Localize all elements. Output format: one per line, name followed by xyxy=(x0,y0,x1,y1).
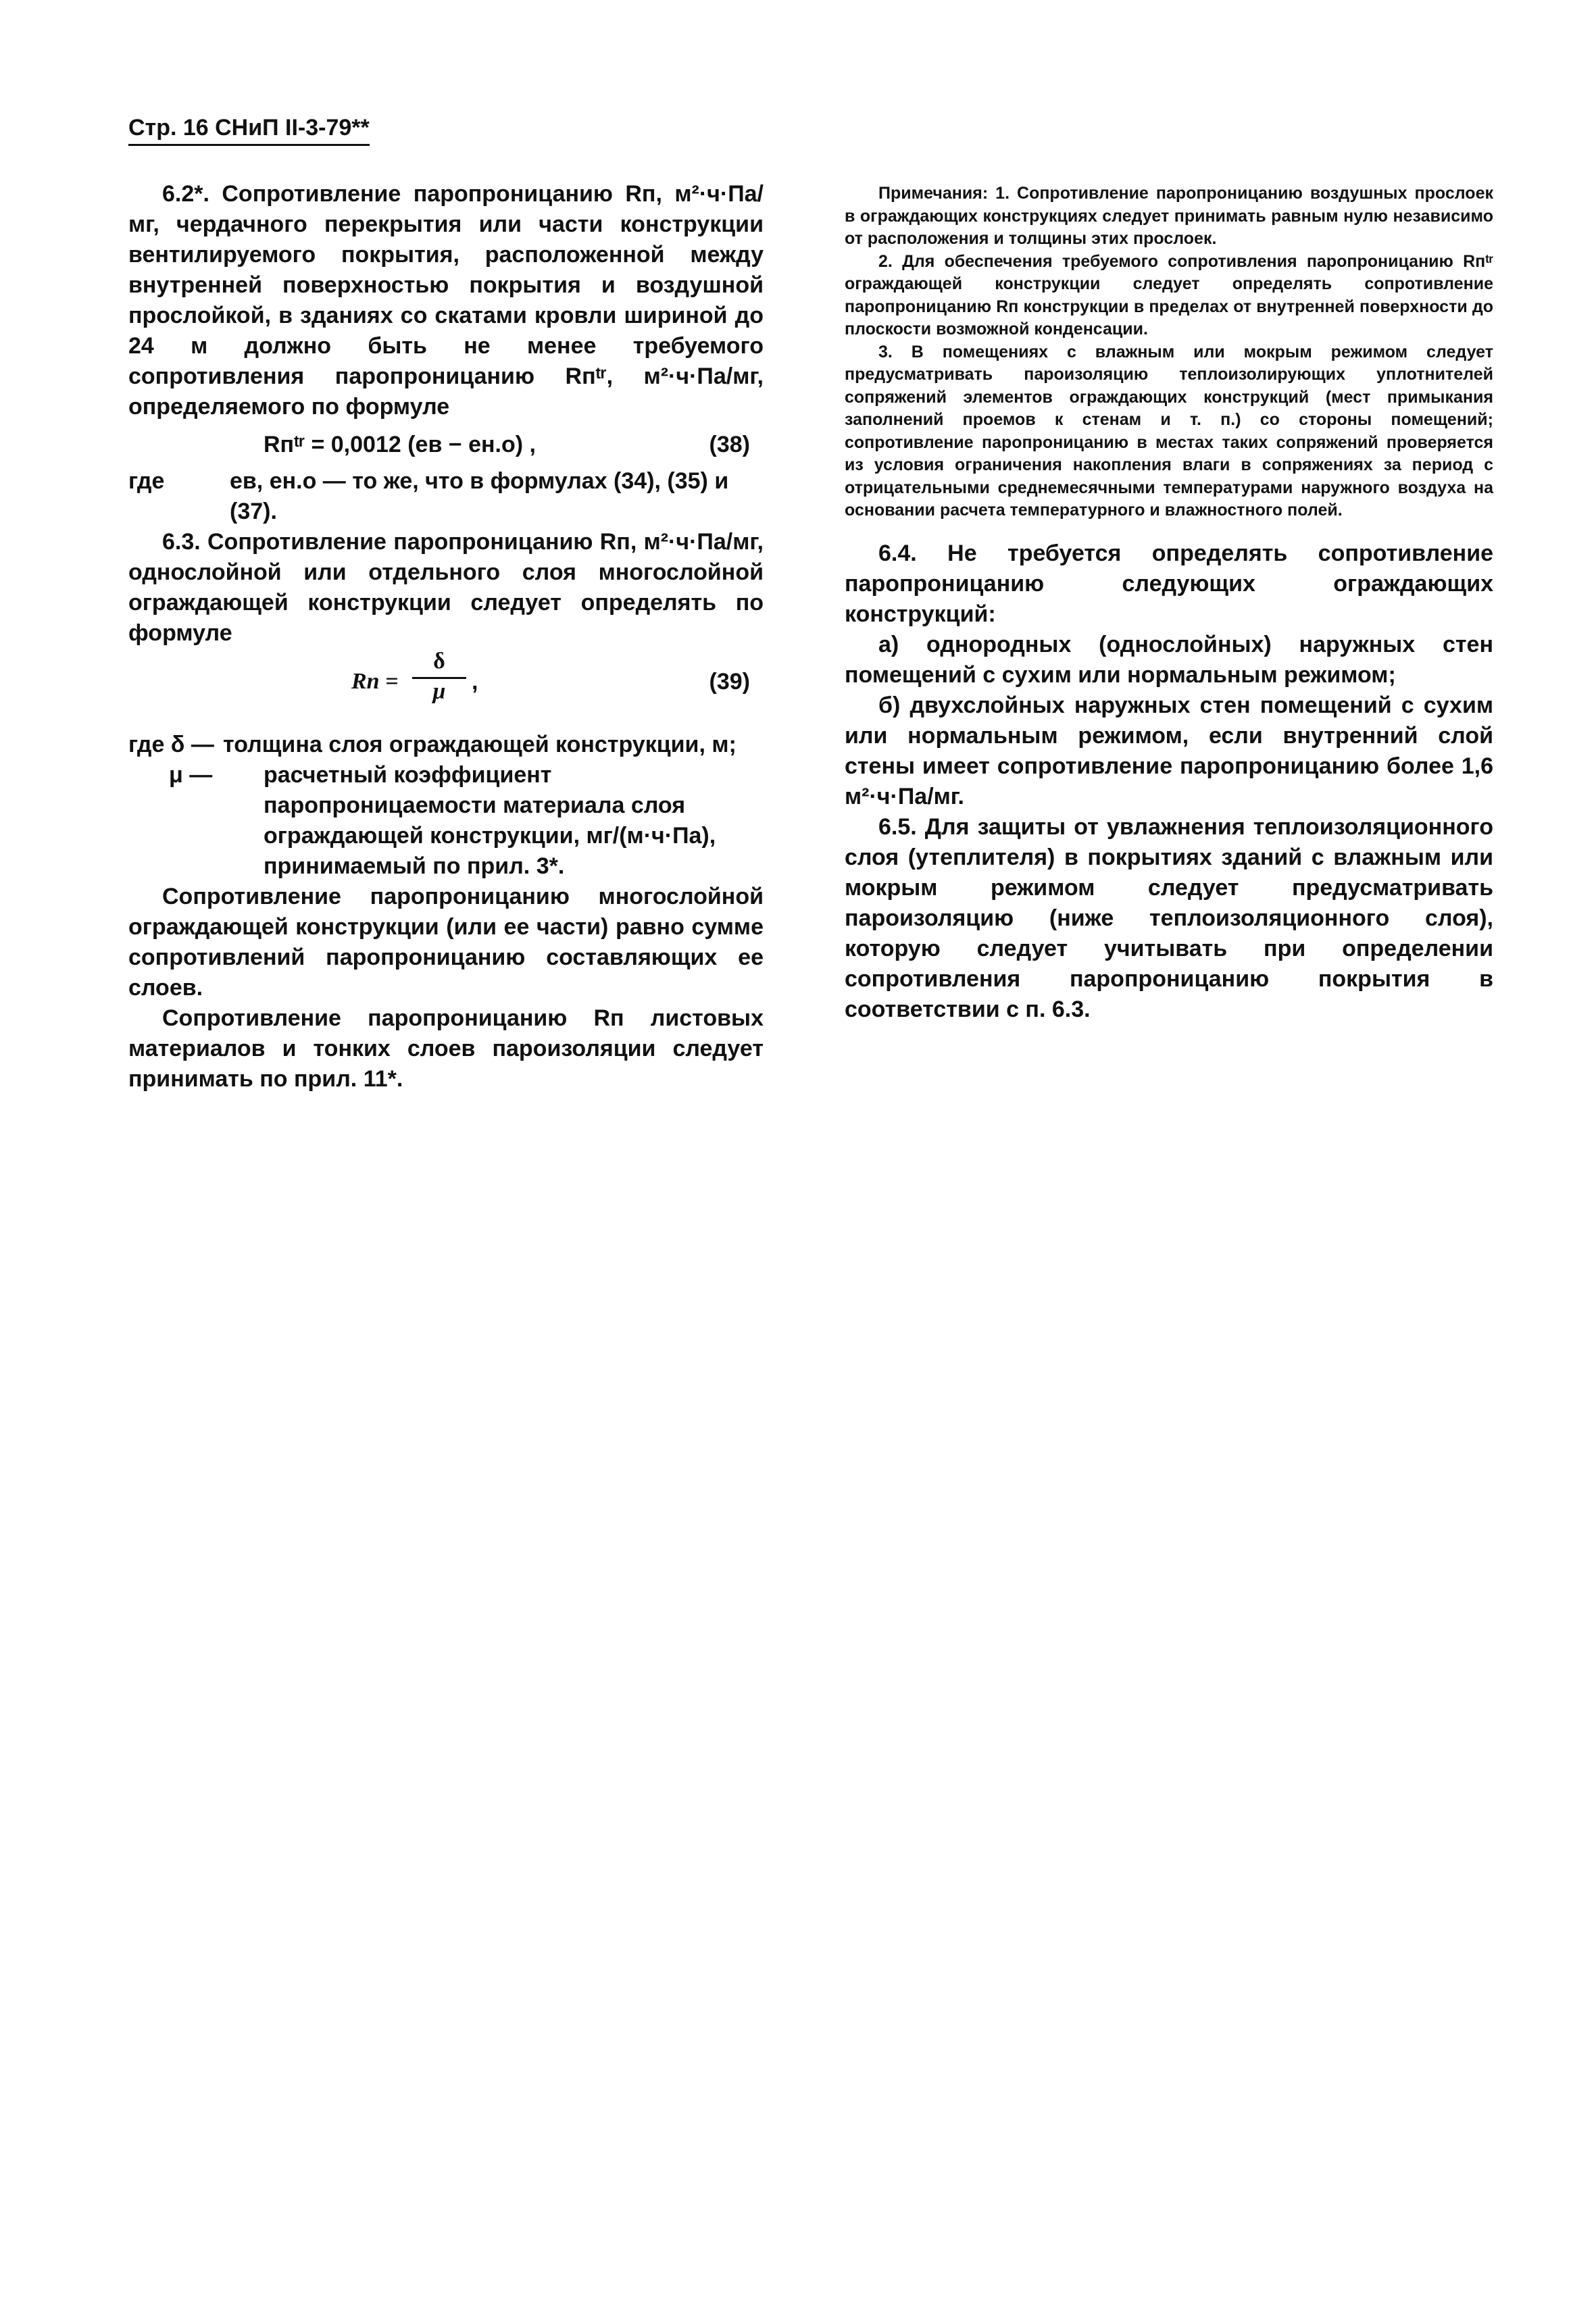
paragraph-6-4-a: а) однородных (однослойных) наружных стен помещений с сухим или нормальным режимом; xyxy=(845,631,1493,688)
formula-39-numerator: δ xyxy=(412,649,466,679)
formula-39-number: (39) xyxy=(709,669,750,695)
right-column xyxy=(845,182,1493,1025)
paragraph-6-4: 6.4. Не требуется определять сопротивление паропроницанию следующих ограждающих конструкций: xyxy=(845,540,1493,627)
formula-38-where xyxy=(128,466,764,527)
paragraph-6-2: 6.2*. Сопротивление паропроницанию Rп, м²·ч·Па/мг, чердачного перекрытия или части конструкции вентилируемого покрытия, расположенной между внутренней поверхностью покрытия и воздушной прослойкой, в зданиях со скатами кровли шириной до 24 м должно быть не менее требуемого сопротивления паропроницанию Rпᵗʳ, м²·ч·Па/мг, определяемого по формуле xyxy=(128,181,764,420)
formula-39-denominator: μ xyxy=(432,679,446,704)
definition-delta-text: толщина слоя ограждающей конструкции, м; xyxy=(223,732,737,757)
paragraph-6-3: 6.3. Сопротивление паропроницанию Rп, м²·ч·Па/мг, однослойной или отдельного слоя многослойной ограждающей конструкции следует определять по формуле xyxy=(128,529,764,646)
definition-mu-text: расчетный коэффициент паропроницаемости материала слоя ограждающей конструкции, мг/(м·ч·Па), принимаемый по прил. 3*. xyxy=(264,762,716,879)
formula-38-expression: Rпᵗʳ = 0,0012 (eв − eн.о) , xyxy=(264,432,536,457)
paragraph-6-5: 6.5. Для защиты от увлажнения теплоизоляционного слоя (утеплителя) в покрытиях зданий с влажным или мокрым режимом следует предусматривать пароизоляцию (ниже теплоизоляционного слоя), которую следует учитывать при определении сопротивления паропроницанию покрытия в соответствии с п. 6.3. xyxy=(845,813,1493,1022)
formula-38 xyxy=(128,429,764,466)
definition-mu-key: μ — xyxy=(169,762,213,788)
formula-39-comma: , xyxy=(472,669,478,695)
formula-38-number: (38) xyxy=(709,432,750,457)
page-header: Стр. 16 СНиП II-3-79** xyxy=(128,115,370,146)
where-text: eв, eн.о — то же, что в формулах (34), (35) и (37). xyxy=(230,468,729,524)
paragraph-sheet-materials: Сопротивление паропроницанию Rп листовых материалов и тонких слоев пароизоляции следует принимать по прил. 11*. xyxy=(128,1005,764,1092)
definition-delta-key: где δ — xyxy=(128,732,214,757)
where-label: где xyxy=(128,468,165,494)
paragraph-multilayer: Сопротивление паропроницанию многослойной ограждающей конструкции (или ее части) равно сумме сопротивлений паропроницанию составляющих ее слоев. xyxy=(128,884,764,1001)
formula-39-definitions xyxy=(128,730,764,882)
formula-39 xyxy=(128,649,764,730)
note-1: Примечания: 1. Сопротивление паропроницанию воздушных прослоек в ограждающих конструкциях следует принимать равным нулю независимо от расположения и толщины этих прослоек. xyxy=(845,184,1493,248)
note-3: 3. В помещениях с влажным или мокрым режимом следует предусматривать пароизоляцию теплоизолирующих уплотнителей сопряжений элементов ограждающих конструкций (мест примыкания заполнений проемов к стенам и т. п.) со стороны помещений; сопротивление паропроницанию в местах таких сопряжений проверяется из условия ограничения накопления влаги в сопряжениях за период с отрицательными среднемесячными температурами наружного воздуха на основании расчета температурного и влажностного полей. xyxy=(845,342,1493,520)
formula-39-fraction xyxy=(412,649,466,705)
note-2: 2. Для обеспечения требуемого сопротивления паропроницанию Rпᵗʳ ограждающей конструкции следует определять сопротивление паропроницанию Rп конструкции в пределах от внутренней поверхности до плоскости возможной конденсации. xyxy=(845,251,1493,338)
left-column xyxy=(128,179,764,1095)
formula-39-lhs: Rп = xyxy=(351,669,399,694)
paragraph-6-4-b: б) двухслойных наружных стен помещений с сухим или нормальным режимом, если внутренний слой стены имеет сопротивление паропроницанию более 1,6 м²·ч·Па/мг. xyxy=(845,692,1493,809)
